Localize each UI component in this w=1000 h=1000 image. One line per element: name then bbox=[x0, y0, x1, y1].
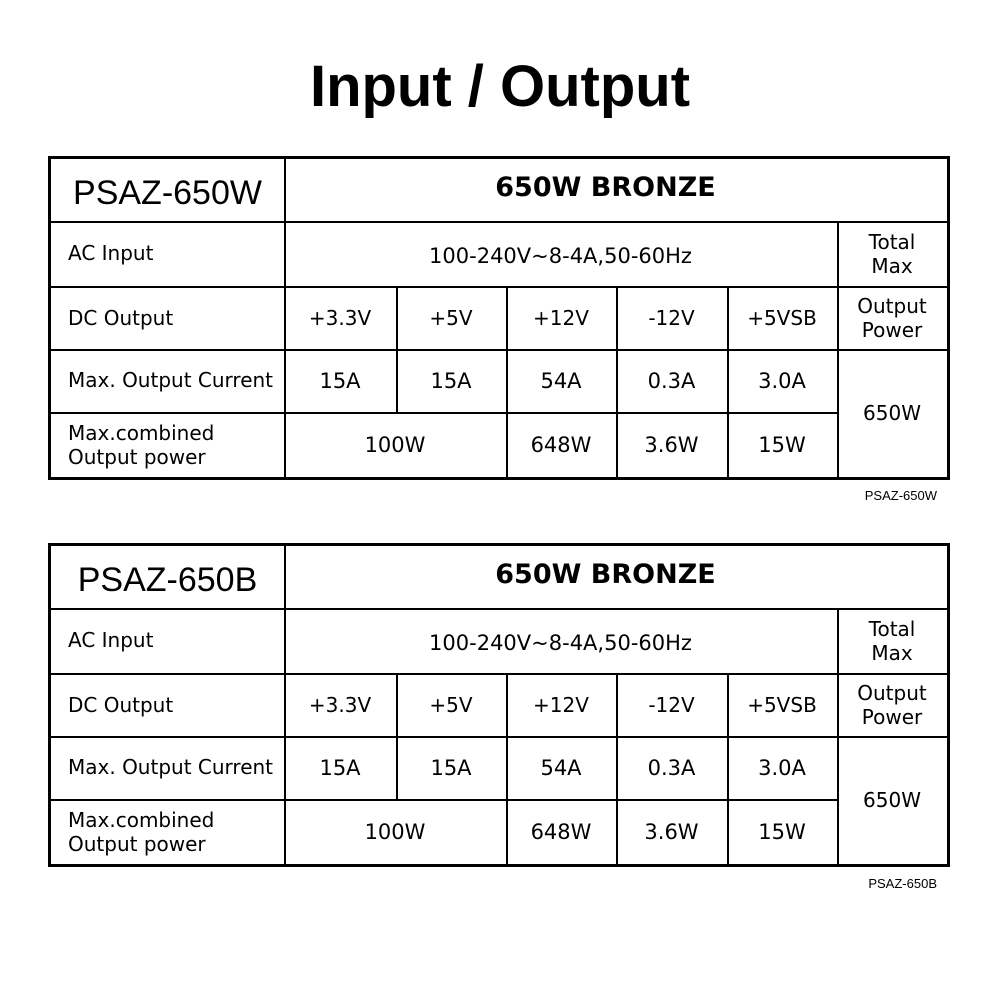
rail-voltage: +12V bbox=[533, 305, 589, 330]
ac-input-label: AC Input bbox=[68, 627, 154, 652]
model-name: PSAZ-650B bbox=[77, 561, 258, 599]
rail-current: 54A bbox=[540, 755, 582, 780]
page-title: Input / Output bbox=[309, 54, 691, 119]
rail-current: 3.0A bbox=[758, 368, 806, 393]
dc-output-label: DC Output bbox=[68, 305, 174, 330]
ac-input-label: AC Input bbox=[68, 240, 154, 265]
combined-power-value: 648W bbox=[530, 432, 592, 457]
ac-input-value: 100-240V~8-4A,50-60Hz bbox=[429, 243, 692, 268]
rail-voltage: +5VSB bbox=[747, 305, 817, 330]
combined-power-value: 100W bbox=[364, 819, 426, 844]
output-power-label: Output Power bbox=[857, 680, 927, 729]
ac-input-value: 100-240V~8-4A,50-60Hz bbox=[429, 630, 692, 655]
series-name: 650W BRONZE bbox=[495, 559, 716, 590]
combined-power-value: 15W bbox=[758, 819, 806, 844]
total-max-label: Total Max bbox=[868, 616, 916, 665]
rail-current: 54A bbox=[540, 368, 582, 393]
rail-voltage: -12V bbox=[648, 305, 695, 330]
dc-output-label: DC Output bbox=[68, 692, 174, 717]
spec-table bbox=[48, 543, 950, 867]
rail-current: 0.3A bbox=[647, 755, 696, 780]
combined-power-label: Max.combined Output power bbox=[68, 807, 215, 856]
total-power-value: 650W bbox=[863, 401, 921, 425]
combined-power-label: Max.combined Output power bbox=[68, 420, 215, 469]
total-power-value: 650W bbox=[863, 788, 921, 812]
combined-power-value: 648W bbox=[530, 819, 592, 844]
rail-voltage: +5VSB bbox=[747, 692, 817, 717]
rail-current: 15A bbox=[430, 755, 472, 780]
rail-voltage: +12V bbox=[533, 692, 589, 717]
rail-current: 15A bbox=[319, 755, 361, 780]
rail-current: 3.0A bbox=[758, 755, 806, 780]
rail-current: 15A bbox=[430, 368, 472, 393]
rail-current: 0.3A bbox=[647, 368, 696, 393]
rail-voltage: +3.3V bbox=[308, 692, 372, 717]
rail-voltage: -12V bbox=[648, 692, 695, 717]
table-caption: PSAZ-650B bbox=[868, 876, 937, 891]
model-name: PSAZ-650W bbox=[73, 174, 262, 212]
rail-voltage: +5V bbox=[429, 692, 473, 717]
total-max-label: Total Max bbox=[868, 229, 916, 278]
combined-power-value: 15W bbox=[758, 432, 806, 457]
rail-current: 15A bbox=[319, 368, 361, 393]
combined-power-value: 3.6W bbox=[644, 432, 699, 457]
rail-voltage: +3.3V bbox=[308, 305, 372, 330]
rail-voltage: +5V bbox=[429, 305, 473, 330]
combined-power-value: 100W bbox=[364, 432, 426, 457]
series-name: 650W BRONZE bbox=[495, 172, 716, 203]
spec-table bbox=[48, 156, 950, 480]
max-current-label: Max. Output Current bbox=[68, 754, 274, 779]
output-power-label: Output Power bbox=[857, 293, 927, 342]
combined-power-value: 3.6W bbox=[644, 819, 699, 844]
max-current-label: Max. Output Current bbox=[68, 367, 274, 392]
table-caption: PSAZ-650W bbox=[864, 488, 937, 503]
